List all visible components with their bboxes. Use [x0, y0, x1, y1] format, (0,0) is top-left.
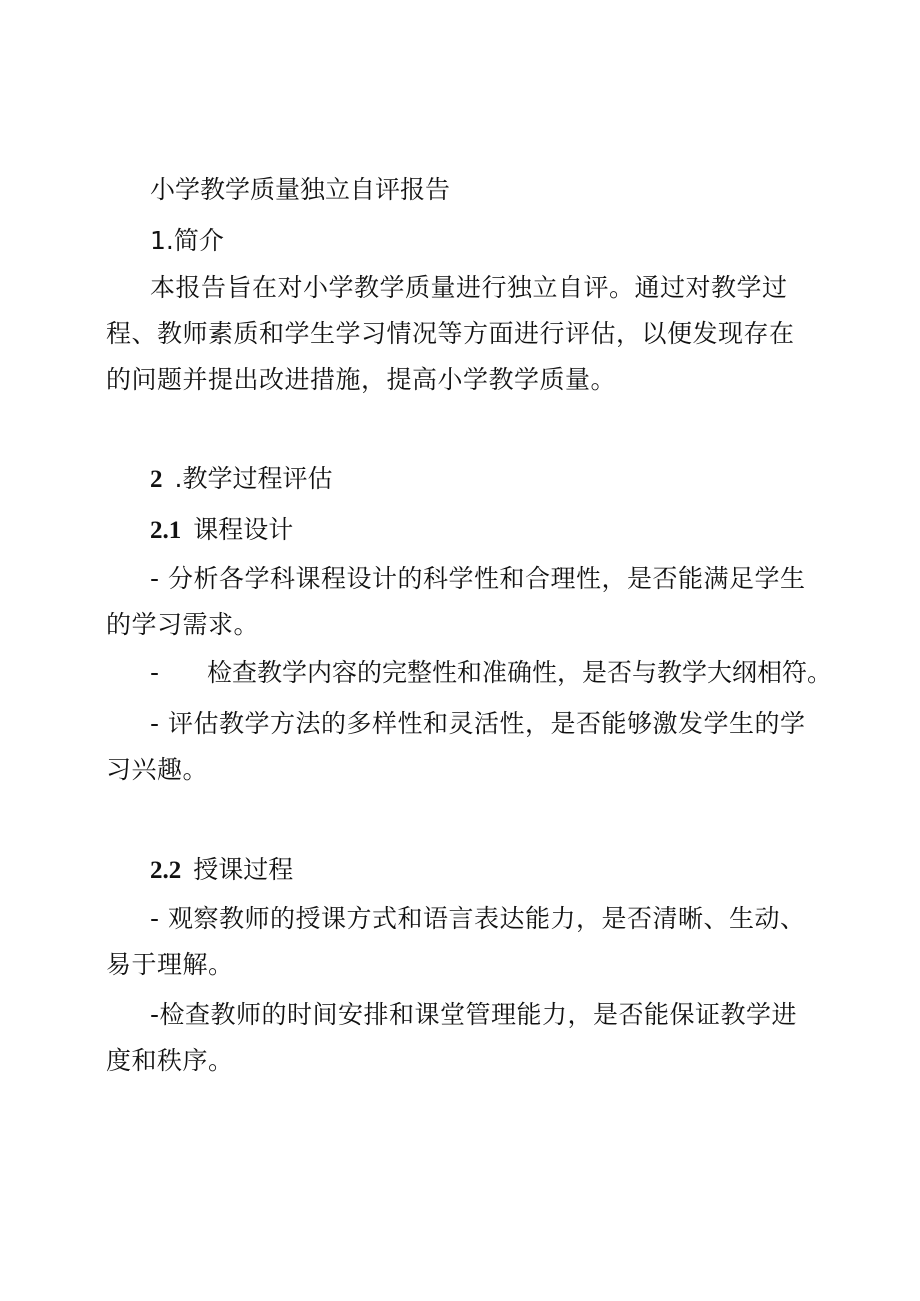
subsection-2-1-title: 课程设计 — [193, 515, 294, 544]
section-2-number: 2 — [150, 466, 163, 493]
dash-marker: - — [150, 658, 160, 687]
section-2-title: .教学过程评估 — [174, 464, 333, 493]
subsection-2-2-heading — [150, 853, 293, 888]
section-2-heading — [150, 462, 332, 497]
list-item-text: 检查教学内容的完整性和准确性，是否与教学大纲相符。 — [207, 658, 833, 687]
section-1-paragraph: 本报告旨在对小学教学质量进行独立自评。通过对教学过程、教师素质和学生学习情况等方面进行评估，以便发现存在的问题并提出改进措施，提高小学教学质量。 — [106, 273, 795, 394]
list-item: - 观察教师的授课方式和语言表达能力，是否清晰、生动、易于理解。 — [106, 904, 806, 979]
list-item: -检查教师的时间安排和课堂管理能力，是否能保证教学进度和秩序。 — [106, 1000, 798, 1075]
subsection-2-2-number: 2.2 — [150, 857, 182, 884]
list-item: - 评估教学方法的多样性和灵活性，是否能够激发学生的学习兴趣。 — [106, 709, 806, 784]
subsection-2-1-number: 2.1 — [150, 517, 182, 544]
section-1-heading: 1.简介 — [150, 226, 224, 255]
list-item — [150, 656, 832, 690]
subsection-2-2-title: 授课过程 — [193, 855, 294, 884]
list-item: - 分析各学科课程设计的科学性和合理性，是否能满足学生的学习需求。 — [106, 564, 806, 639]
document-title: 小学教学质量独立自评报告 — [150, 175, 451, 204]
subsection-2-1-heading — [150, 513, 293, 548]
